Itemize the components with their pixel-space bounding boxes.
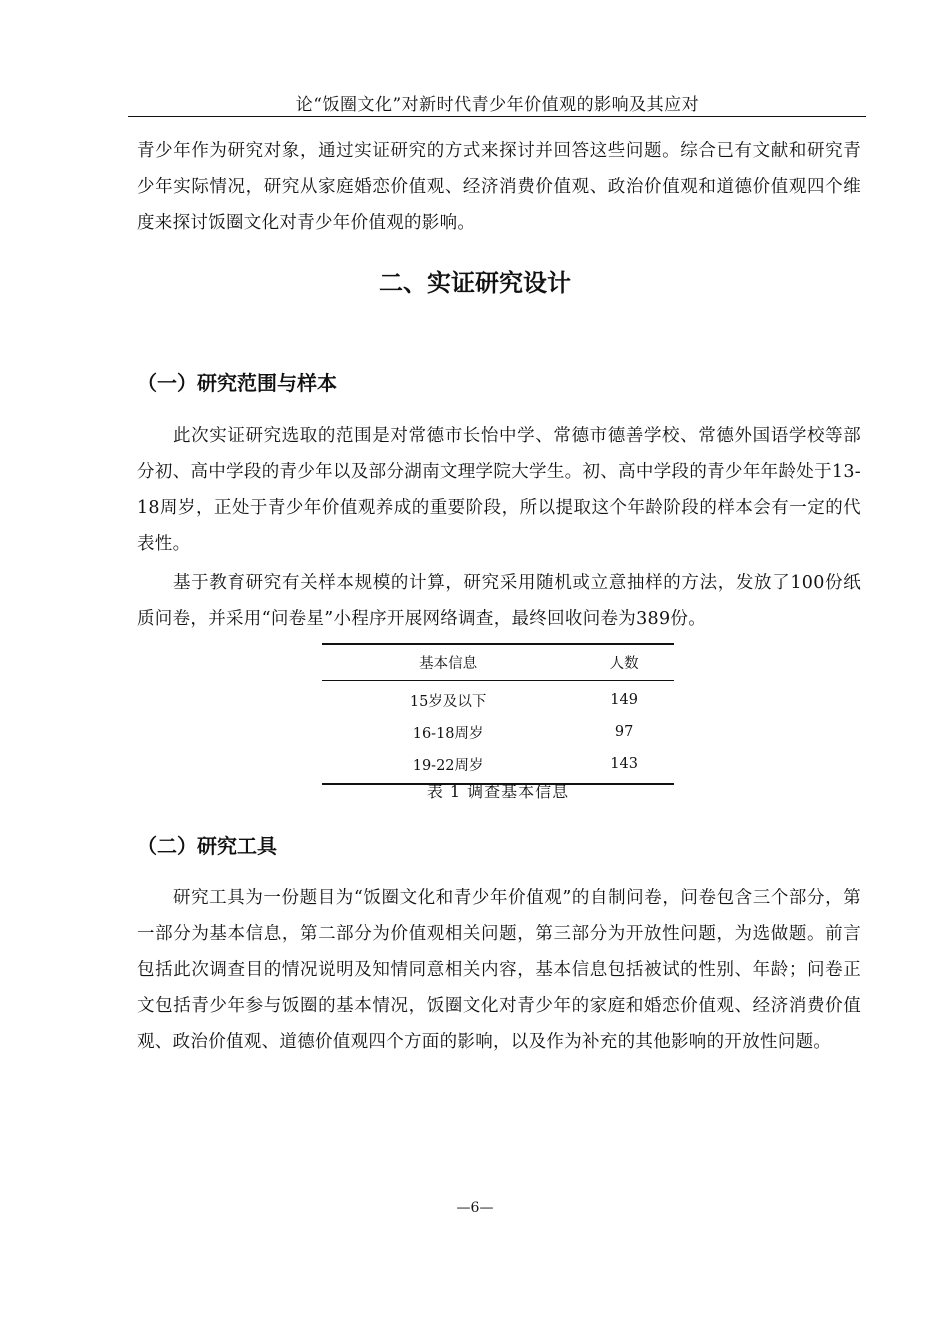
table-cell: 97 <box>614 724 634 740</box>
table-cell: 143 <box>574 748 674 784</box>
table-caption: 表 1 调查基本信息 <box>426 782 570 801</box>
section-title: 二、实证研究设计 <box>379 269 571 297</box>
header-rule <box>128 116 866 117</box>
header-title: 论“饭圈文化”对新时代青少年价值观的影响及其应对 <box>295 95 700 115</box>
subsection-title-tools: （二）研究工具 <box>137 834 277 858</box>
table-header-cell: 人数 <box>574 644 674 681</box>
scope-paragraph-2: 基于教育研究有关样本规模的计算，研究采用随机或立意抽样的方法，发放了100份纸质问卷，并采用“问卷星”小程序开展网络调查，最终回收问卷为389份。 <box>137 573 861 629</box>
tools-paragraph: 研究工具为一份题目为“饭圈文化和青少年价值观”的自制问卷，问卷包含三个部分，第一部分为基本信息，第二部分为价值观相关问题，第三部分为开放性问题，为选做题。前言包括此次调查目的情况说明及知情同意相关内容，基本信息包括被试的性别、年龄；问卷正文包括青少年参与饭圈的基本情况，饭圈文化对青少年的家庭和婚恋价值观、经济消费价值观、政治价值观、道德价值观四个方面的影响，以及作为补充的其他影响的开放性问题。 <box>137 888 861 1052</box>
table-cell: 16-18周岁 <box>412 725 484 742</box>
subsection-title-scope: （一）研究范围与样本 <box>137 371 337 395</box>
scope-paragraph-1: 此次实证研究选取的范围是对常德市长怡中学、常德市德善学校、常德外国语学校等部分初、高中学段的青少年以及部分湖南文理学院大学生。初、高中学段的青少年年龄处于13-18周岁，正处于青少年价值观养成的重要阶段，所以提取这个年龄阶段的样本会有一定的代表性。 <box>137 426 861 554</box>
table-cell: 15岁及以下 <box>409 693 487 710</box>
survey-table <box>322 643 674 785</box>
table-row <box>322 716 674 748</box>
page-number: —6— <box>456 1200 494 1216</box>
table-cell: 149 <box>610 692 638 708</box>
intro-paragraph: 青少年作为研究对象，通过实证研究的方式来探讨并回答这些问题。综合已有文献和研究青少年实际情况，研究从家庭婚恋价值观、经济消费价值观、政治价值观和道德价值观四个维度来探讨饭圈文化对青少年价值观的影响。 <box>137 141 861 233</box>
table-row <box>322 681 674 717</box>
table-header-cell: 基本信息 <box>322 644 574 681</box>
table-header-row <box>322 644 674 681</box>
table-cell: 19-22周岁 <box>322 748 574 784</box>
